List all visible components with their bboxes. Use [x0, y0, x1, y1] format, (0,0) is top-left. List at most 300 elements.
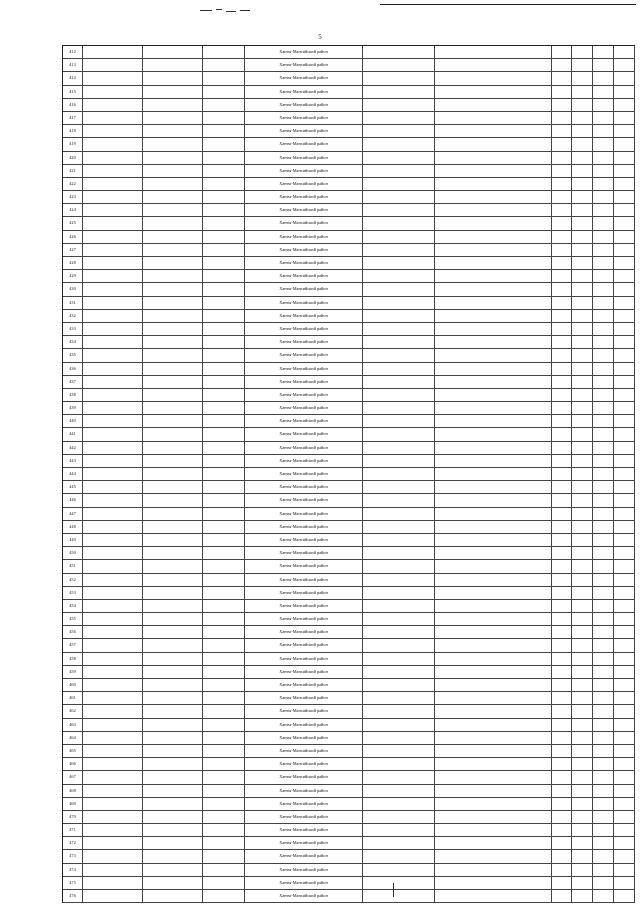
- district: Ханты-Мансийский район: [245, 600, 363, 612]
- blank-cell: [593, 59, 614, 71]
- street: [435, 600, 552, 612]
- street: [435, 692, 552, 704]
- row-number: 424: [63, 204, 83, 216]
- table-row: [63, 442, 635, 455]
- blank-cell: [572, 771, 593, 783]
- blank-cell: [614, 508, 635, 520]
- blank-cell: [614, 771, 635, 783]
- blank-cell: [614, 798, 635, 810]
- table-row: [63, 72, 635, 85]
- blank-cell: [593, 99, 614, 111]
- settlement: [363, 626, 435, 638]
- blank-cell: [203, 692, 245, 704]
- blank-cell: [593, 125, 614, 137]
- registry-number: [83, 653, 143, 665]
- row-number: 420: [63, 152, 83, 164]
- settlement: [363, 270, 435, 282]
- house-number: [552, 257, 572, 269]
- blank-cell: [593, 574, 614, 586]
- blank-cell: [572, 850, 593, 862]
- district: Ханты-Мансийский район: [245, 626, 363, 638]
- registry-number: [83, 679, 143, 691]
- blank-cell: [593, 46, 614, 58]
- blank-cell: [614, 59, 635, 71]
- alt-registry-number: [143, 639, 203, 651]
- registry-number: [83, 231, 143, 243]
- street: [435, 112, 552, 124]
- row-number: 412: [63, 46, 83, 58]
- table-row: [63, 574, 635, 587]
- house-number: [552, 613, 572, 625]
- alt-registry-number: [143, 626, 203, 638]
- row-number: 467: [63, 771, 83, 783]
- alt-registry-number: [143, 415, 203, 427]
- settlement: [363, 574, 435, 586]
- settlement: [363, 336, 435, 348]
- blank-cell: [572, 613, 593, 625]
- registry-number: [83, 442, 143, 454]
- alt-registry-number: [143, 666, 203, 678]
- blank-cell: [593, 639, 614, 651]
- table-row: [63, 244, 635, 257]
- table-row: [63, 745, 635, 758]
- row-number: 471: [63, 824, 83, 836]
- blank-cell: [593, 283, 614, 295]
- table-row: [63, 402, 635, 415]
- table-row: [63, 508, 635, 521]
- blank-cell: [203, 850, 245, 862]
- blank-cell: [203, 217, 245, 229]
- blank-cell: [614, 336, 635, 348]
- row-number: 455: [63, 613, 83, 625]
- blank-cell: [593, 864, 614, 876]
- house-number: [552, 297, 572, 309]
- table-row: [63, 692, 635, 705]
- row-number: 415: [63, 86, 83, 98]
- house-number: [552, 494, 572, 506]
- blank-cell: [593, 587, 614, 599]
- row-number: 463: [63, 719, 83, 731]
- blank-cell: [593, 745, 614, 757]
- blank-cell: [203, 811, 245, 823]
- blank-cell: [572, 890, 593, 902]
- table-row: [63, 363, 635, 376]
- district: Ханты-Мансийский район: [245, 666, 363, 678]
- blank-cell: [572, 152, 593, 164]
- row-number: 456: [63, 626, 83, 638]
- registry-number: [83, 811, 143, 823]
- blank-cell: [572, 574, 593, 586]
- blank-cell: [203, 468, 245, 480]
- row-number: 474: [63, 864, 83, 876]
- blank-cell: [593, 428, 614, 440]
- alt-registry-number: [143, 244, 203, 256]
- settlement: [363, 705, 435, 717]
- alt-registry-number: [143, 837, 203, 849]
- blank-cell: [614, 442, 635, 454]
- blank-cell: [572, 719, 593, 731]
- street: [435, 297, 552, 309]
- registry-number: [83, 152, 143, 164]
- row-number: 444: [63, 468, 83, 480]
- street: [435, 283, 552, 295]
- street: [435, 244, 552, 256]
- district: Ханты-Мансийский район: [245, 547, 363, 559]
- blank-cell: [614, 534, 635, 546]
- settlement: [363, 679, 435, 691]
- table-row: [63, 560, 635, 573]
- settlement: [363, 178, 435, 190]
- settlement: [363, 811, 435, 823]
- registry-number: [83, 323, 143, 335]
- blank-cell: [614, 455, 635, 467]
- blank-cell: [203, 178, 245, 190]
- blank-cell: [203, 639, 245, 651]
- district: Ханты-Мансийский район: [245, 86, 363, 98]
- house-number: [552, 152, 572, 164]
- table-row: [63, 521, 635, 534]
- blank-cell: [593, 349, 614, 361]
- district: Ханты-Мансийский район: [245, 125, 363, 137]
- alt-registry-number: [143, 204, 203, 216]
- blank-cell: [614, 217, 635, 229]
- blank-cell: [614, 323, 635, 335]
- row-number: 457: [63, 639, 83, 651]
- blank-cell: [593, 705, 614, 717]
- registry-number: [83, 455, 143, 467]
- house-number: [552, 534, 572, 546]
- house-number: [552, 59, 572, 71]
- alt-registry-number: [143, 798, 203, 810]
- alt-registry-number: [143, 613, 203, 625]
- blank-cell: [203, 376, 245, 388]
- alt-registry-number: [143, 481, 203, 493]
- blank-cell: [614, 283, 635, 295]
- blank-cell: [614, 785, 635, 797]
- blank-cell: [203, 732, 245, 744]
- blank-cell: [614, 204, 635, 216]
- blank-cell: [572, 72, 593, 84]
- blank-cell: [593, 666, 614, 678]
- house-number: [552, 86, 572, 98]
- alt-registry-number: [143, 455, 203, 467]
- registry-number: [83, 138, 143, 150]
- blank-cell: [593, 679, 614, 691]
- street: [435, 99, 552, 111]
- street: [435, 442, 552, 454]
- registry-number: [83, 771, 143, 783]
- registry-number: [83, 626, 143, 638]
- district: Ханты-Мансийский район: [245, 494, 363, 506]
- blank-cell: [593, 824, 614, 836]
- street: [435, 666, 552, 678]
- district: Ханты-Мансийский район: [245, 877, 363, 889]
- street: [435, 574, 552, 586]
- street: [435, 587, 552, 599]
- house-number: [552, 99, 572, 111]
- blank-cell: [572, 257, 593, 269]
- table-row: [63, 850, 635, 863]
- blank-cell: [572, 46, 593, 58]
- district: Ханты-Мансийский район: [245, 798, 363, 810]
- registry-number: [83, 494, 143, 506]
- table-row: [63, 758, 635, 771]
- district: Ханты-Мансийский район: [245, 719, 363, 731]
- district: Ханты-Мансийский район: [245, 270, 363, 282]
- district: Ханты-Мансийский район: [245, 824, 363, 836]
- row-number: 431: [63, 297, 83, 309]
- street: [435, 138, 552, 150]
- district: Ханты-Мансийский район: [245, 811, 363, 823]
- blank-cell: [572, 283, 593, 295]
- registry-number: [83, 745, 143, 757]
- district: Ханты-Мансийский район: [245, 389, 363, 401]
- settlement: [363, 850, 435, 862]
- blank-cell: [593, 890, 614, 902]
- alt-registry-number: [143, 732, 203, 744]
- scan-artifact-bottom: [393, 883, 394, 897]
- blank-cell: [593, 719, 614, 731]
- blank-cell: [593, 837, 614, 849]
- blank-cell: [203, 46, 245, 58]
- district: Ханты-Мансийский район: [245, 560, 363, 572]
- settlement: [363, 719, 435, 731]
- settlement: [363, 864, 435, 876]
- row-number: 462: [63, 705, 83, 717]
- table-row: [63, 86, 635, 99]
- district: Ханты-Мансийский район: [245, 138, 363, 150]
- house-number: [552, 323, 572, 335]
- table-row: [63, 125, 635, 138]
- table-row: [63, 613, 635, 626]
- registry-number: [83, 191, 143, 203]
- table-row: [63, 310, 635, 323]
- blank-cell: [614, 587, 635, 599]
- house-number: [552, 547, 572, 559]
- settlement: [363, 125, 435, 137]
- blank-cell: [593, 521, 614, 533]
- blank-cell: [572, 758, 593, 770]
- street: [435, 679, 552, 691]
- table-row: [63, 336, 635, 349]
- blank-cell: [203, 336, 245, 348]
- street: [435, 824, 552, 836]
- street: [435, 850, 552, 862]
- table-row: [63, 837, 635, 850]
- blank-cell: [614, 547, 635, 559]
- alt-registry-number: [143, 850, 203, 862]
- house-number: [552, 363, 572, 375]
- table-row: [63, 455, 635, 468]
- blank-cell: [614, 666, 635, 678]
- table-row: [63, 165, 635, 178]
- blank-cell: [614, 310, 635, 322]
- district: Ханты-Мансийский район: [245, 178, 363, 190]
- row-number: 446: [63, 494, 83, 506]
- address-table: [62, 45, 635, 903]
- settlement: [363, 455, 435, 467]
- blank-cell: [203, 600, 245, 612]
- table-row: [63, 112, 635, 125]
- blank-cell: [203, 613, 245, 625]
- alt-registry-number: [143, 297, 203, 309]
- row-number: 453: [63, 587, 83, 599]
- alt-registry-number: [143, 890, 203, 902]
- blank-cell: [203, 231, 245, 243]
- alt-registry-number: [143, 428, 203, 440]
- registry-number: [83, 415, 143, 427]
- blank-cell: [572, 323, 593, 335]
- settlement: [363, 877, 435, 889]
- house-number: [552, 481, 572, 493]
- house-number: [552, 349, 572, 361]
- blank-cell: [593, 732, 614, 744]
- settlement: [363, 745, 435, 757]
- blank-cell: [572, 310, 593, 322]
- row-number: 413: [63, 59, 83, 71]
- blank-cell: [572, 178, 593, 190]
- blank-cell: [593, 231, 614, 243]
- street: [435, 349, 552, 361]
- street: [435, 785, 552, 797]
- blank-cell: [203, 705, 245, 717]
- settlement: [363, 758, 435, 770]
- registry-number: [83, 547, 143, 559]
- registry-number: [83, 428, 143, 440]
- district: Ханты-Мансийский район: [245, 402, 363, 414]
- house-number: [552, 244, 572, 256]
- blank-cell: [593, 442, 614, 454]
- blank-cell: [614, 877, 635, 889]
- blank-cell: [614, 679, 635, 691]
- house-number: [552, 679, 572, 691]
- row-number: 469: [63, 798, 83, 810]
- blank-cell: [572, 692, 593, 704]
- alt-registry-number: [143, 574, 203, 586]
- district: Ханты-Мансийский район: [245, 363, 363, 375]
- table-row: [63, 99, 635, 112]
- house-number: [552, 415, 572, 427]
- street: [435, 455, 552, 467]
- registry-number: [83, 613, 143, 625]
- blank-cell: [203, 86, 245, 98]
- settlement: [363, 837, 435, 849]
- table-row: [63, 270, 635, 283]
- blank-cell: [593, 191, 614, 203]
- blank-cell: [614, 653, 635, 665]
- house-number: [552, 574, 572, 586]
- row-number: 449: [63, 534, 83, 546]
- street: [435, 336, 552, 348]
- table-row: [63, 468, 635, 481]
- row-number: 447: [63, 508, 83, 520]
- house-number: [552, 653, 572, 665]
- house-number: [552, 890, 572, 902]
- street: [435, 811, 552, 823]
- house-number: [552, 560, 572, 572]
- blank-cell: [593, 811, 614, 823]
- blank-cell: [572, 415, 593, 427]
- registry-number: [83, 758, 143, 770]
- alt-registry-number: [143, 112, 203, 124]
- house-number: [552, 666, 572, 678]
- blank-cell: [614, 191, 635, 203]
- registry-number: [83, 666, 143, 678]
- row-number: 426: [63, 231, 83, 243]
- blank-cell: [593, 758, 614, 770]
- district: Ханты-Мансийский район: [245, 653, 363, 665]
- street: [435, 46, 552, 58]
- house-number: [552, 626, 572, 638]
- blank-cell: [614, 850, 635, 862]
- table-row: [63, 824, 635, 837]
- alt-registry-number: [143, 46, 203, 58]
- row-number: 437: [63, 376, 83, 388]
- blank-cell: [203, 574, 245, 586]
- blank-cell: [614, 112, 635, 124]
- street: [435, 363, 552, 375]
- blank-cell: [203, 125, 245, 137]
- blank-cell: [593, 138, 614, 150]
- blank-cell: [203, 666, 245, 678]
- blank-cell: [203, 349, 245, 361]
- blank-cell: [572, 745, 593, 757]
- district: Ханты-Мансийский район: [245, 508, 363, 520]
- registry-number: [83, 297, 143, 309]
- alt-registry-number: [143, 231, 203, 243]
- header-rule: [380, 4, 636, 5]
- house-number: [552, 389, 572, 401]
- row-number: 475: [63, 877, 83, 889]
- street: [435, 890, 552, 902]
- house-number: [552, 138, 572, 150]
- district: Ханты-Мансийский район: [245, 890, 363, 902]
- blank-cell: [203, 402, 245, 414]
- registry-number: [83, 534, 143, 546]
- registry-number: [83, 574, 143, 586]
- blank-cell: [593, 270, 614, 282]
- blank-cell: [203, 719, 245, 731]
- row-number: 430: [63, 283, 83, 295]
- row-number: 464: [63, 732, 83, 744]
- alt-registry-number: [143, 771, 203, 783]
- house-number: [552, 310, 572, 322]
- registry-number: [83, 310, 143, 322]
- blank-cell: [203, 771, 245, 783]
- row-number: 422: [63, 178, 83, 190]
- alt-registry-number: [143, 402, 203, 414]
- blank-cell: [572, 204, 593, 216]
- blank-cell: [203, 389, 245, 401]
- blank-cell: [614, 719, 635, 731]
- street: [435, 719, 552, 731]
- street: [435, 231, 552, 243]
- blank-cell: [203, 112, 245, 124]
- settlement: [363, 257, 435, 269]
- registry-number: [83, 125, 143, 137]
- blank-cell: [593, 389, 614, 401]
- blank-cell: [614, 72, 635, 84]
- registry-number: [83, 890, 143, 902]
- street: [435, 547, 552, 559]
- settlement: [363, 521, 435, 533]
- blank-cell: [572, 349, 593, 361]
- blank-cell: [572, 864, 593, 876]
- table-row: [63, 494, 635, 507]
- blank-cell: [593, 336, 614, 348]
- table-row: [63, 389, 635, 402]
- blank-cell: [572, 626, 593, 638]
